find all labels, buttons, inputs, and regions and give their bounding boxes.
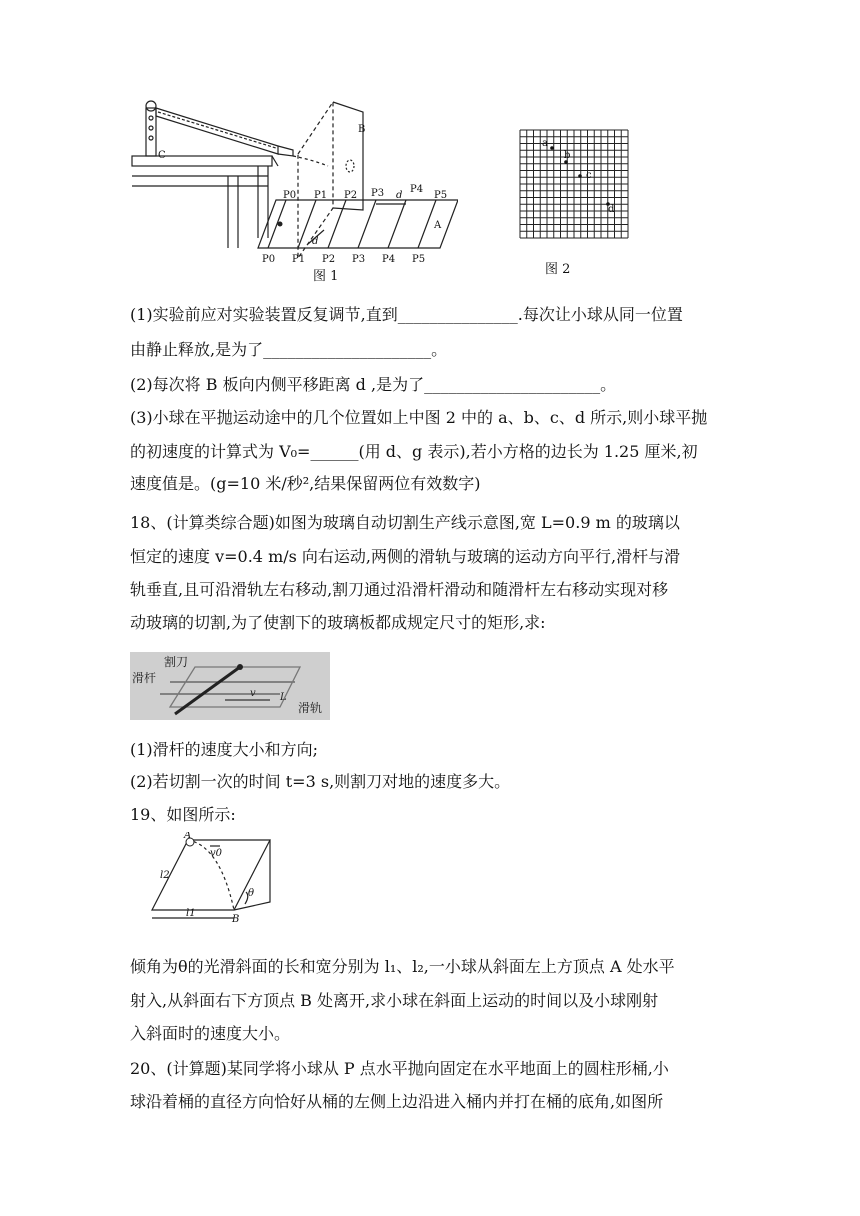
upper-label: P5 [434,190,448,201]
text-line: 轨垂直,且可沿滑轨左右移动,割刀通过沿滑杆滑动和随滑杆左右移动实现对移 [130,580,669,599]
text-line: 20、(计算题)某同学将小球从 P 点水平抛向固定在水平地面上的圆柱形桶,小 [130,1059,669,1078]
figure-glass-cutter [130,652,330,720]
label-v0: v0 [210,848,223,859]
text-line: 19、如图所示: [130,805,236,824]
lower-label: P5 [412,254,426,265]
lower-label: P0 [262,254,276,265]
label-v: v [250,688,256,699]
label-knife: 割刀 [164,655,189,669]
label-d-lower: d [312,236,319,247]
figure-1-apparatus [128,98,458,270]
label-rod: 滑杆 [132,671,157,685]
label-theta: θ [248,888,255,899]
text-line: 恒定的速度 v=0.4 m/s 向右运动,两侧的滑轨与玻璃的运动方向平行,滑杆与滑 [130,547,681,566]
text-line: 动玻璃的切割,为了使割下的玻璃板都成规定尺寸的矩形,求: [130,613,546,632]
grid-point-c: c [586,170,592,181]
label-a: A [434,220,442,231]
text-line: (1)实验前应对实验装置反复调节,直到_______________.每次让小球从同一位置 [130,305,683,324]
label-c: C [158,150,166,161]
text-line: (3)小球在平抛运动途中的几个位置如上中图 2 中的 a、b、c、d 所示,则小球平抛 [130,408,708,427]
upper-label: P2 [344,190,358,201]
text-line: 球沿着桶的直径方向恰好从桶的左侧上边沿进入桶内并打在桶的底角,如图所 [130,1092,664,1111]
text-line: 的初速度的计算式为 V₀=______(用 d、g 表示),若小方格的边长为 1.25 厘米,初 [130,442,698,461]
label-l2: l2 [160,870,170,881]
lower-label: P2 [322,254,336,265]
figure-2-caption: 图 2 [545,262,571,277]
text-line: (1)滑杆的速度大小和方向; [130,740,319,759]
lower-label: P1 [292,254,306,265]
label-a: A [184,832,192,841]
grid-point-d: d [608,204,615,215]
upper-label: P0 [283,190,297,201]
upper-label: P4 [410,184,424,195]
figure-2-grid [518,128,630,240]
text-line: (2)若切割一次的时间 t=3 s,则割刀对地的速度多大。 [130,772,511,791]
label-b: B [358,124,366,135]
text-line: 由静止释放,是为了_____________________。 [130,340,448,359]
label-b: B [232,914,240,924]
label-l1: l1 [186,908,196,919]
grid-point-b: b [564,150,571,161]
lower-label: P4 [382,254,396,265]
text-line: (2)每次将 B 板向内侧平移距离 d ,是为了______________________。 [130,375,617,394]
text-line: 入斜面时的速度大小。 [130,1024,291,1043]
text-line: 18、(计算类综合题)如图为玻璃自动切割生产线示意图,宽 L=0.9 m 的玻璃以 [130,513,680,532]
label-L: L [280,692,287,703]
grid-point-a: a [542,138,548,149]
figure-1-caption: 图 1 [313,269,339,284]
label-rail: 滑轨 [298,701,323,715]
text-line: 倾角为θ的光滑斜面的长和宽分别为 l₁、l₂,一小球从斜面左上方顶点 A 处水平 [130,957,675,976]
text-line: 射入,从斜面右下方顶点 B 处离开,求小球在斜面上运动的时间以及小球刚射 [130,991,659,1010]
lower-label: P3 [352,254,366,265]
figure-incline [140,832,280,924]
upper-label: P1 [314,190,328,201]
upper-label: P3 [371,188,385,199]
text-line: 速度值是。(g=10 米/秒²,结果保留两位有效数字) [130,474,481,493]
label-d: d [396,190,403,201]
